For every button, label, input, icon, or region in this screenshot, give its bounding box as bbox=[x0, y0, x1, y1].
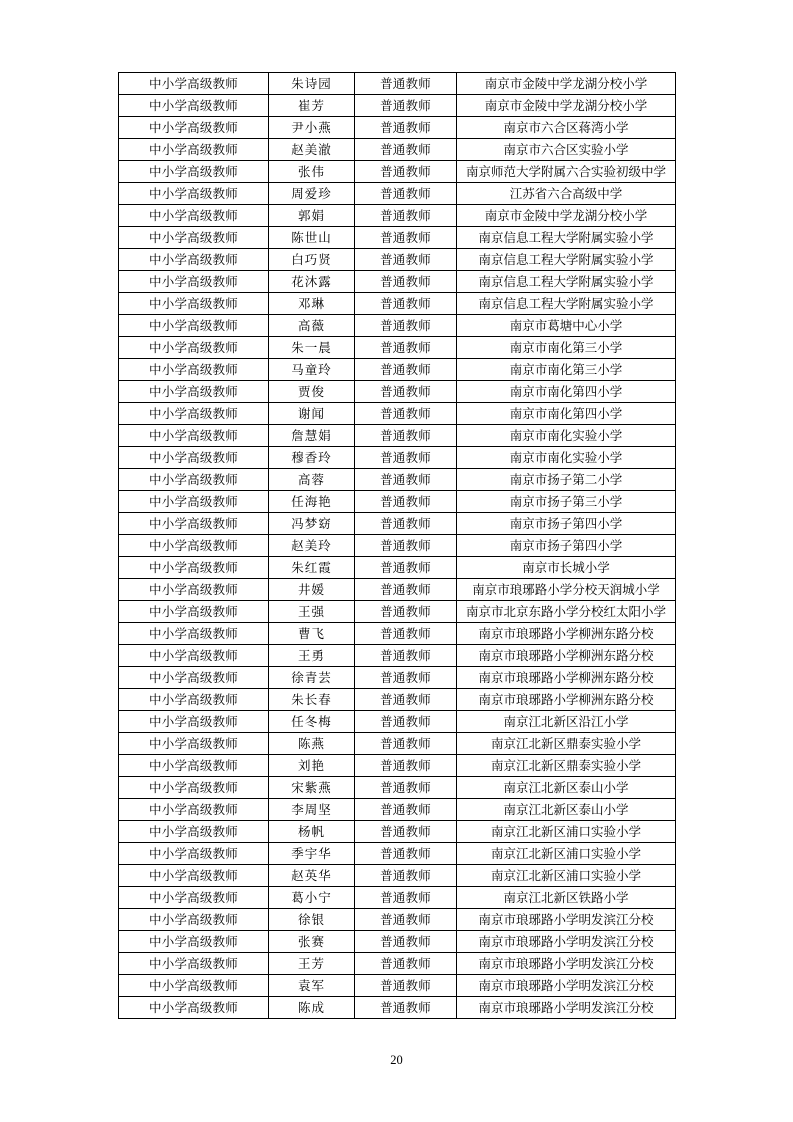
qualification-title: 中小学高级教师 bbox=[119, 821, 269, 843]
post-type: 普通教师 bbox=[355, 403, 457, 425]
work-unit: 南京江北新区泰山小学 bbox=[457, 799, 676, 821]
post-type: 普通教师 bbox=[355, 821, 457, 843]
page-number: 20 bbox=[390, 1053, 403, 1067]
qualification-title: 中小学高级教师 bbox=[119, 161, 269, 183]
work-unit: 南京市六合区蒋湾小学 bbox=[457, 117, 676, 139]
work-unit: 南京江北新区铁路小学 bbox=[457, 887, 676, 909]
qualification-title: 中小学高级教师 bbox=[119, 799, 269, 821]
qualification-title: 中小学高级教师 bbox=[119, 865, 269, 887]
qualification-title: 中小学高级教师 bbox=[119, 601, 269, 623]
post-type: 普通教师 bbox=[355, 887, 457, 909]
table-row bbox=[119, 667, 676, 689]
qualification-title: 中小学高级教师 bbox=[119, 887, 269, 909]
post-type: 普通教师 bbox=[355, 117, 457, 139]
qualification-title: 中小学高级教师 bbox=[119, 227, 269, 249]
work-unit: 南京市南化第三小学 bbox=[457, 359, 676, 381]
work-unit: 南京市长城小学 bbox=[457, 557, 676, 579]
post-type: 普通教师 bbox=[355, 799, 457, 821]
qualification-title: 中小学高级教师 bbox=[119, 733, 269, 755]
work-unit: 南京市南化实验小学 bbox=[457, 447, 676, 469]
table-row bbox=[119, 117, 676, 139]
post-type: 普通教师 bbox=[355, 491, 457, 513]
teacher-name: 马童玲 bbox=[269, 359, 355, 381]
post-type: 普通教师 bbox=[355, 469, 457, 491]
teacher-name: 陈世山 bbox=[269, 227, 355, 249]
teacher-roster-table bbox=[118, 72, 676, 1019]
teacher-name: 高蓉 bbox=[269, 469, 355, 491]
post-type: 普通教师 bbox=[355, 161, 457, 183]
work-unit: 南京市南化第四小学 bbox=[457, 381, 676, 403]
post-type: 普通教师 bbox=[355, 381, 457, 403]
table-row bbox=[119, 865, 676, 887]
table-row bbox=[119, 975, 676, 997]
qualification-title: 中小学高级教师 bbox=[119, 491, 269, 513]
work-unit: 江苏省六合高级中学 bbox=[457, 183, 676, 205]
teacher-name: 尹小燕 bbox=[269, 117, 355, 139]
qualification-title: 中小学高级教师 bbox=[119, 535, 269, 557]
qualification-title: 中小学高级教师 bbox=[119, 337, 269, 359]
work-unit: 南京江北新区浦口实验小学 bbox=[457, 865, 676, 887]
table-row bbox=[119, 205, 676, 227]
teacher-name: 宋紫燕 bbox=[269, 777, 355, 799]
work-unit: 南京市扬子第四小学 bbox=[457, 513, 676, 535]
table-row bbox=[119, 821, 676, 843]
qualification-title: 中小学高级教师 bbox=[119, 667, 269, 689]
post-type: 普通教师 bbox=[355, 513, 457, 535]
table-row bbox=[119, 403, 676, 425]
post-type: 普通教师 bbox=[355, 73, 457, 95]
qualification-title: 中小学高级教师 bbox=[119, 271, 269, 293]
qualification-title: 中小学高级教师 bbox=[119, 513, 269, 535]
work-unit: 南京信息工程大学附属实验小学 bbox=[457, 249, 676, 271]
work-unit: 南京江北新区鼎泰实验小学 bbox=[457, 755, 676, 777]
table-row bbox=[119, 887, 676, 909]
qualification-title: 中小学高级教师 bbox=[119, 293, 269, 315]
post-type: 普通教师 bbox=[355, 623, 457, 645]
work-unit: 南京市琅琊路小学明发滨江分校 bbox=[457, 997, 676, 1019]
teacher-name: 袁军 bbox=[269, 975, 355, 997]
post-type: 普通教师 bbox=[355, 359, 457, 381]
post-type: 普通教师 bbox=[355, 183, 457, 205]
post-type: 普通教师 bbox=[355, 953, 457, 975]
qualification-title: 中小学高级教师 bbox=[119, 139, 269, 161]
teacher-name: 周爱珍 bbox=[269, 183, 355, 205]
post-type: 普通教师 bbox=[355, 843, 457, 865]
work-unit: 南京市南化实验小学 bbox=[457, 425, 676, 447]
teacher-name: 朱诗园 bbox=[269, 73, 355, 95]
work-unit: 南京市扬子第二小学 bbox=[457, 469, 676, 491]
work-unit: 南京市琅琊路小学明发滨江分校 bbox=[457, 953, 676, 975]
qualification-title: 中小学高级教师 bbox=[119, 469, 269, 491]
work-unit: 南京市金陵中学龙湖分校小学 bbox=[457, 205, 676, 227]
qualification-title: 中小学高级教师 bbox=[119, 777, 269, 799]
table-row bbox=[119, 513, 676, 535]
work-unit: 南京市琅琊路小学分校天润城小学 bbox=[457, 579, 676, 601]
work-unit: 南京市葛塘中心小学 bbox=[457, 315, 676, 337]
work-unit: 南京市北京东路小学分校红太阳小学 bbox=[457, 601, 676, 623]
table-row bbox=[119, 711, 676, 733]
table-row bbox=[119, 931, 676, 953]
work-unit: 南京信息工程大学附属实验小学 bbox=[457, 293, 676, 315]
work-unit: 南京市琅琊路小学柳洲东路分校 bbox=[457, 645, 676, 667]
table-row bbox=[119, 315, 676, 337]
work-unit: 南京市琅琊路小学明发滨江分校 bbox=[457, 909, 676, 931]
table-row bbox=[119, 799, 676, 821]
teacher-name: 任海艳 bbox=[269, 491, 355, 513]
qualification-title: 中小学高级教师 bbox=[119, 931, 269, 953]
teacher-name: 赵美澈 bbox=[269, 139, 355, 161]
teacher-name: 任冬梅 bbox=[269, 711, 355, 733]
qualification-title: 中小学高级教师 bbox=[119, 249, 269, 271]
qualification-title: 中小学高级教师 bbox=[119, 447, 269, 469]
post-type: 普通教师 bbox=[355, 645, 457, 667]
teacher-name: 邓琳 bbox=[269, 293, 355, 315]
work-unit: 南京江北新区沿江小学 bbox=[457, 711, 676, 733]
teacher-name: 贾俊 bbox=[269, 381, 355, 403]
teacher-name: 朱一晨 bbox=[269, 337, 355, 359]
post-type: 普通教师 bbox=[355, 689, 457, 711]
teacher-name: 曹飞 bbox=[269, 623, 355, 645]
table-row bbox=[119, 183, 676, 205]
qualification-title: 中小学高级教师 bbox=[119, 557, 269, 579]
work-unit: 南京市南化第四小学 bbox=[457, 403, 676, 425]
table-row bbox=[119, 139, 676, 161]
post-type: 普通教师 bbox=[355, 271, 457, 293]
post-type: 普通教师 bbox=[355, 865, 457, 887]
post-type: 普通教师 bbox=[355, 95, 457, 117]
work-unit: 南京信息工程大学附属实验小学 bbox=[457, 271, 676, 293]
qualification-title: 中小学高级教师 bbox=[119, 623, 269, 645]
table-row bbox=[119, 755, 676, 777]
teacher-name: 徐银 bbox=[269, 909, 355, 931]
post-type: 普通教师 bbox=[355, 931, 457, 953]
teacher-name: 井媛 bbox=[269, 579, 355, 601]
table-row bbox=[119, 623, 676, 645]
table-row bbox=[119, 293, 676, 315]
qualification-title: 中小学高级教师 bbox=[119, 997, 269, 1019]
table-row bbox=[119, 777, 676, 799]
post-type: 普通教师 bbox=[355, 205, 457, 227]
post-type: 普通教师 bbox=[355, 909, 457, 931]
qualification-title: 中小学高级教师 bbox=[119, 73, 269, 95]
teacher-name: 高薇 bbox=[269, 315, 355, 337]
qualification-title: 中小学高级教师 bbox=[119, 315, 269, 337]
teacher-name: 王强 bbox=[269, 601, 355, 623]
teacher-name: 王勇 bbox=[269, 645, 355, 667]
teacher-name: 谢闻 bbox=[269, 403, 355, 425]
table-row bbox=[119, 381, 676, 403]
post-type: 普通教师 bbox=[355, 579, 457, 601]
table-row bbox=[119, 359, 676, 381]
post-type: 普通教师 bbox=[355, 755, 457, 777]
table-body bbox=[119, 73, 676, 1019]
teacher-name: 徐青芸 bbox=[269, 667, 355, 689]
post-type: 普通教师 bbox=[355, 733, 457, 755]
qualification-title: 中小学高级教师 bbox=[119, 359, 269, 381]
post-type: 普通教师 bbox=[355, 315, 457, 337]
post-type: 普通教师 bbox=[355, 337, 457, 359]
table-row bbox=[119, 95, 676, 117]
table-row bbox=[119, 909, 676, 931]
qualification-title: 中小学高级教师 bbox=[119, 95, 269, 117]
table-row bbox=[119, 227, 676, 249]
teacher-name: 朱长春 bbox=[269, 689, 355, 711]
work-unit: 南京市六合区实验小学 bbox=[457, 139, 676, 161]
qualification-title: 中小学高级教师 bbox=[119, 117, 269, 139]
teacher-name: 杨帆 bbox=[269, 821, 355, 843]
qualification-title: 中小学高级教师 bbox=[119, 975, 269, 997]
teacher-name: 冯梦窈 bbox=[269, 513, 355, 535]
qualification-title: 中小学高级教师 bbox=[119, 689, 269, 711]
table-row bbox=[119, 953, 676, 975]
work-unit: 南京江北新区浦口实验小学 bbox=[457, 843, 676, 865]
table-row bbox=[119, 579, 676, 601]
teacher-name: 朱红霞 bbox=[269, 557, 355, 579]
qualification-title: 中小学高级教师 bbox=[119, 579, 269, 601]
teacher-name: 张伟 bbox=[269, 161, 355, 183]
table-row bbox=[119, 425, 676, 447]
work-unit: 南京市金陵中学龙湖分校小学 bbox=[457, 73, 676, 95]
work-unit: 南京江北新区浦口实验小学 bbox=[457, 821, 676, 843]
work-unit: 南京市琅琊路小学明发滨江分校 bbox=[457, 975, 676, 997]
work-unit: 南京市琅琊路小学柳洲东路分校 bbox=[457, 623, 676, 645]
table-row bbox=[119, 469, 676, 491]
table-row bbox=[119, 535, 676, 557]
qualification-title: 中小学高级教师 bbox=[119, 711, 269, 733]
work-unit: 南京信息工程大学附属实验小学 bbox=[457, 227, 676, 249]
teacher-name: 穆香玲 bbox=[269, 447, 355, 469]
work-unit: 南京市琅琊路小学柳洲东路分校 bbox=[457, 667, 676, 689]
teacher-name: 白巧贤 bbox=[269, 249, 355, 271]
work-unit: 南京市琅琊路小学明发滨江分校 bbox=[457, 931, 676, 953]
table-row bbox=[119, 73, 676, 95]
table-row bbox=[119, 689, 676, 711]
post-type: 普通教师 bbox=[355, 711, 457, 733]
table-row bbox=[119, 601, 676, 623]
table-row bbox=[119, 843, 676, 865]
post-type: 普通教师 bbox=[355, 601, 457, 623]
post-type: 普通教师 bbox=[355, 227, 457, 249]
teacher-name: 李周坚 bbox=[269, 799, 355, 821]
post-type: 普通教师 bbox=[355, 557, 457, 579]
teacher-name: 季宇华 bbox=[269, 843, 355, 865]
teacher-name: 陈成 bbox=[269, 997, 355, 1019]
qualification-title: 中小学高级教师 bbox=[119, 381, 269, 403]
teacher-name: 崔芳 bbox=[269, 95, 355, 117]
post-type: 普通教师 bbox=[355, 535, 457, 557]
post-type: 普通教师 bbox=[355, 139, 457, 161]
post-type: 普通教师 bbox=[355, 447, 457, 469]
post-type: 普通教师 bbox=[355, 777, 457, 799]
teacher-name: 赵美玲 bbox=[269, 535, 355, 557]
qualification-title: 中小学高级教师 bbox=[119, 425, 269, 447]
post-type: 普通教师 bbox=[355, 667, 457, 689]
work-unit: 南京师范大学附属六合实验初级中学 bbox=[457, 161, 676, 183]
teacher-name: 赵英华 bbox=[269, 865, 355, 887]
teacher-name: 张赛 bbox=[269, 931, 355, 953]
teacher-name: 葛小宁 bbox=[269, 887, 355, 909]
qualification-title: 中小学高级教师 bbox=[119, 403, 269, 425]
table-row bbox=[119, 645, 676, 667]
work-unit: 南京江北新区鼎泰实验小学 bbox=[457, 733, 676, 755]
table-row bbox=[119, 161, 676, 183]
table-row bbox=[119, 337, 676, 359]
work-unit: 南京市南化第三小学 bbox=[457, 337, 676, 359]
post-type: 普通教师 bbox=[355, 975, 457, 997]
table-row bbox=[119, 491, 676, 513]
post-type: 普通教师 bbox=[355, 293, 457, 315]
qualification-title: 中小学高级教师 bbox=[119, 909, 269, 931]
qualification-title: 中小学高级教师 bbox=[119, 755, 269, 777]
teacher-name: 郭娟 bbox=[269, 205, 355, 227]
table-row bbox=[119, 557, 676, 579]
qualification-title: 中小学高级教师 bbox=[119, 205, 269, 227]
table-row bbox=[119, 249, 676, 271]
work-unit: 南京市扬子第三小学 bbox=[457, 491, 676, 513]
table-row bbox=[119, 997, 676, 1019]
qualification-title: 中小学高级教师 bbox=[119, 645, 269, 667]
work-unit: 南京市金陵中学龙湖分校小学 bbox=[457, 95, 676, 117]
teacher-name: 刘艳 bbox=[269, 755, 355, 777]
qualification-title: 中小学高级教师 bbox=[119, 843, 269, 865]
qualification-title: 中小学高级教师 bbox=[119, 953, 269, 975]
table-row bbox=[119, 447, 676, 469]
teacher-name: 詹慧娟 bbox=[269, 425, 355, 447]
teacher-name: 陈燕 bbox=[269, 733, 355, 755]
post-type: 普通教师 bbox=[355, 249, 457, 271]
post-type: 普通教师 bbox=[355, 425, 457, 447]
qualification-title: 中小学高级教师 bbox=[119, 183, 269, 205]
table-row bbox=[119, 271, 676, 293]
work-unit: 南京市扬子第四小学 bbox=[457, 535, 676, 557]
table-row bbox=[119, 733, 676, 755]
work-unit: 南京市琅琊路小学柳洲东路分校 bbox=[457, 689, 676, 711]
teacher-name: 王芳 bbox=[269, 953, 355, 975]
teacher-name: 花沐露 bbox=[269, 271, 355, 293]
post-type: 普通教师 bbox=[355, 997, 457, 1019]
work-unit: 南京江北新区泰山小学 bbox=[457, 777, 676, 799]
